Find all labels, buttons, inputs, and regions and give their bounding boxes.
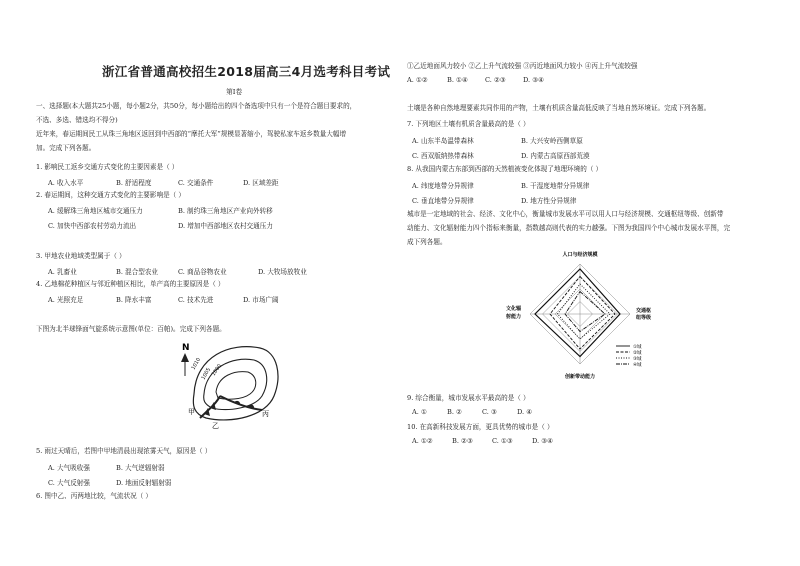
- q2-option-b: B. 制约珠三角地区产业向外转移: [178, 207, 273, 215]
- q4-option-c: C. 技术先进: [178, 296, 214, 304]
- legend-label: ①城: [633, 345, 642, 350]
- axis-label-top: 人口与经济规模: [562, 252, 598, 258]
- radar-legend: [616, 343, 642, 368]
- q4-option-b: B. 降水丰富: [116, 296, 152, 304]
- question-4: 4. 乙地棉花种植区与邻近种植区相比，单产高的主要原因是（ ）: [36, 280, 225, 288]
- question-2: 2. 春运期间，这种交通方式变化的主要影响是（ ）: [36, 191, 185, 199]
- q3-option-a: A. 乳畜业: [48, 268, 77, 276]
- q9-option-b: B. ②: [447, 408, 462, 416]
- q1-option-b: B. 舒适程度: [116, 179, 152, 187]
- question-10: 10. 在高新科技发展方面，更具优势的城市是（ ）: [407, 423, 554, 431]
- q7-option-a: A. 山东半岛温带森林: [412, 137, 474, 145]
- q3-option-b: B. 混合型农业: [116, 268, 159, 276]
- isobar-label-1000: 1000: [210, 363, 223, 378]
- q8-option-a: A. 纬度地带分异规律: [412, 182, 474, 190]
- section-heading: 第Ⅰ卷: [226, 88, 243, 96]
- svg-text:N: N: [182, 343, 190, 353]
- question-8: 8. 从我国内蒙古东部到西部的天然植被变化体现了地理环境的（ ）: [407, 165, 603, 173]
- q5-option-c: C. 大气反射强: [48, 479, 90, 487]
- axis-label-left-1: 文化辐: [506, 306, 522, 312]
- question-5: 5. 雨过天晴后，若图中甲地清晨出现浓雾天气，原因是（ ）: [36, 447, 212, 455]
- radar-series-1: [535, 269, 620, 357]
- intro-line-1: 一、选择题(本大题共25小题，每小题2分，共50分，每小题给出的四个备选项中只有一个是符合题目要求的，: [36, 102, 357, 110]
- legend-label: ④城: [633, 363, 642, 368]
- axis-label-right-1: 交通枢: [636, 308, 652, 314]
- q8-option-c: C. 垂直地带分异规律: [412, 197, 474, 205]
- q6-option-d: D. ③④: [523, 76, 545, 84]
- passage-1b: 加。完成下列各题。: [36, 144, 96, 152]
- isobar-label-1005: 1005: [200, 366, 213, 381]
- q3-option-c: C. 商品谷物农业: [178, 268, 227, 276]
- question-9: 9. 综合衡量，城市发展水平最高的是（ ）: [407, 394, 530, 402]
- q1-option-d: D. 区域差距: [243, 179, 279, 187]
- q10-option-c: C. ①③: [492, 437, 513, 445]
- north-arrow: [181, 343, 190, 376]
- passage-4c: 成下列各题。: [407, 238, 447, 246]
- intro-line-2: 不选、多选、错选均不得分): [36, 116, 118, 124]
- passage-4a: 城市是一定地域的社会、经济、文化中心，衡量城市发展水平可以用人口与经济规模、交通枢纽等级、创新带: [407, 210, 724, 218]
- axis-label-right-2: 纽等级: [636, 315, 652, 321]
- question-3: 3. 甲地农业地域类型属于（ ）: [36, 252, 126, 260]
- q2-option-c: C. 加快中西部农村劳动力流出: [48, 222, 137, 230]
- legend-label: ③城: [633, 357, 642, 362]
- legend-label: ②城: [633, 351, 642, 356]
- page-title: 浙江省普通高校招生2018届高三4月选考科目考试: [102, 64, 391, 79]
- radar-series: [535, 269, 620, 357]
- question-1: 1. 影响民工返乡交通方式变化的主要因素是（ ）: [36, 163, 179, 171]
- q5-option-a: A. 大气吸收强: [48, 464, 90, 472]
- cold-front: [200, 396, 220, 418]
- q5-option-d: D. 地面反射辐射弱: [116, 479, 172, 487]
- question-7: 7. 下列地区土壤有机质含量最高的是（ ）: [407, 120, 530, 128]
- isobar-1000: [216, 372, 256, 400]
- q7-option-c: C. 西双版纳热带森林: [412, 152, 474, 160]
- q2-option-a: A. 缓解珠三角地区城市交通压力: [48, 207, 143, 215]
- city-radar-chart: [500, 248, 660, 384]
- q6-option-a: A. ①②: [407, 76, 428, 84]
- q2-option-d: D. 增加中西部地区农村交通压力: [178, 222, 273, 230]
- q6-statements: ①乙近地面风力较小 ②乙上升气流较强 ③丙近地面风力较小 ④丙上升气流较强: [407, 62, 638, 70]
- label-yi: 乙: [212, 422, 219, 430]
- q1-option-c: C. 交通条件: [178, 179, 214, 187]
- q10-option-b: B. ②③: [452, 437, 473, 445]
- q1-option-a: A. 收入水平: [48, 179, 84, 187]
- q10-option-a: A. ①②: [412, 437, 433, 445]
- q7-option-d: D. 内蒙古高原西部荒漠: [521, 152, 590, 160]
- label-jia: 甲: [188, 408, 195, 416]
- label-bing: 丙: [262, 410, 269, 418]
- q3-option-d: D. 大牧场放牧业: [258, 268, 307, 276]
- q4-option-a: A. 光照充足: [48, 296, 84, 304]
- q5-option-b: B. 大气逆辐射弱: [116, 464, 165, 472]
- q6-option-b: B. ①④: [447, 76, 468, 84]
- q7-option-b: B. 大兴安岭西侧草原: [521, 137, 583, 145]
- passage-1a: 近年来，春运期间民工从珠三角地区返回到中西部的“摩托大军”规模显著缩小，驾驶私家车返乡数量大幅增: [36, 130, 347, 138]
- q9-option-a: A. ①: [412, 408, 427, 416]
- q10-option-d: D. ③④: [532, 437, 554, 445]
- passage-3: 土壤是各种自然地理要素共同作用的产物，土壤有机质含量高低反映了当地自然环境证。完成下列各题。: [407, 104, 711, 112]
- q8-option-d: D. 地方性分异规律: [521, 197, 577, 205]
- passage-2: 下图为北半球锋面气旋系统示意图(单位：百帕)。完成下列各题。: [36, 325, 226, 333]
- axis-label-bottom: 创新带动能力: [564, 374, 596, 380]
- isobar-label-1010: 1010: [190, 356, 203, 371]
- q9-option-c: C. ③: [482, 408, 497, 416]
- q6-option-c: C. ②③: [485, 76, 506, 84]
- axis-label-left-2: 射能力: [506, 314, 522, 320]
- q4-option-d: D. 市场广阔: [243, 296, 279, 304]
- question-6: 6. 图中乙、丙两地比较，气流状况（ ）: [36, 492, 152, 500]
- passage-4b: 动能力、文化辐射能力四个指标来衡量，指数越高则代表的实力越强。下图为我国四个中心城市发展水平图，完: [407, 224, 731, 232]
- q9-option-d: D. ④: [517, 408, 533, 416]
- cyclone-map: [170, 336, 290, 430]
- q8-option-b: B. 干湿度地带分异规律: [521, 182, 590, 190]
